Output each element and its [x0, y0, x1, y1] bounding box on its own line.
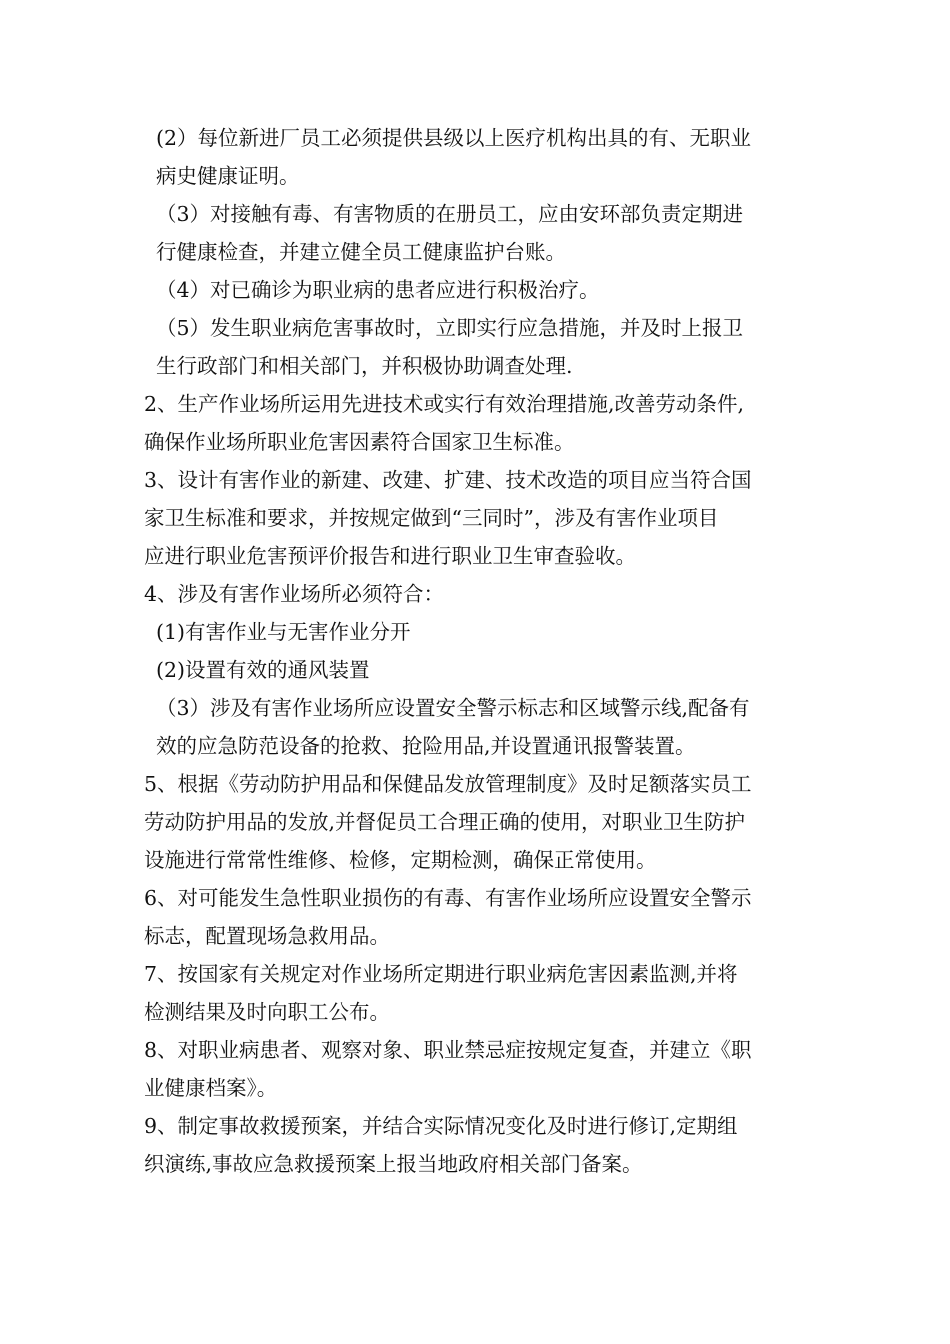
sub-item-paragraph	[144, 651, 812, 689]
paragraph-line: （3）对接触有毒、有害物质的在册员工，应由安环部负责定期进	[156, 202, 744, 226]
numbered-paragraph	[144, 1031, 812, 1107]
numbered-paragraph	[144, 955, 812, 1031]
paragraph-line: (1)有害作业与无害作业分开	[156, 620, 411, 644]
paragraph-line: 效的应急防范设备的抢救、抢险用品,并设置通讯报警装置。	[156, 734, 696, 758]
sub-item-paragraph	[144, 689, 812, 765]
paragraph-line: 7、按国家有关规定对作业场所定期进行职业病危害因素监测,并将	[144, 962, 738, 986]
paragraph-line: 5、根据《劳动防护用品和保健品发放管理制度》及时足额落实员工	[144, 772, 752, 796]
paragraph-line: (2)设置有效的通风装置	[156, 658, 370, 682]
numbered-paragraph	[144, 1107, 812, 1183]
paragraph-line: 应进行职业危害预评价报告和进行职业卫生审查验收。	[144, 544, 636, 568]
paragraph-line: (2）每位新进厂员工必须提供县级以上医疗机构出具的有、无职业	[156, 126, 752, 150]
paragraph-line: 6、对可能发生急性职业损伤的有毒、有害作业场所应设置安全警示	[144, 886, 752, 910]
paragraph-line: 织演练,事故应急救援预案上报当地政府相关部门备案。	[144, 1152, 643, 1176]
paragraph-line: 2、生产作业场所运用先进技术或实行有效治理措施,改善劳动条件,	[144, 392, 745, 416]
paragraph-line: 标志，配置现场急救用品。	[144, 924, 390, 948]
paragraph-line: （5）发生职业病危害事故时，立即实行应急措施，并及时上报卫	[156, 316, 744, 340]
paragraph-line: 劳动防护用品的发放,并督促员工合理正确的使用，对职业卫生防护	[144, 810, 746, 834]
paragraph-line: 业健康档案》。	[144, 1076, 278, 1100]
paragraph-line: 3、设计有害作业的新建、改建、扩建、技术改造的项目应当符合国	[144, 468, 752, 492]
paragraph-line: 行健康检查，并建立健全员工健康监护台账。	[156, 240, 566, 264]
paragraph-line: 生行政部门和相关部门，并积极协助调查处理.	[156, 354, 573, 378]
sub-item-paragraph	[144, 613, 812, 651]
numbered-paragraph	[144, 575, 812, 613]
paragraph-line: 9、制定事故救援预案，并结合实际情况变化及时进行修订,定期组	[144, 1114, 738, 1138]
sub-item-paragraph	[144, 271, 812, 309]
sub-item-paragraph	[144, 309, 812, 385]
sub-item-paragraph	[144, 195, 812, 271]
sub-item-paragraph	[144, 119, 812, 195]
numbered-paragraph	[144, 461, 812, 575]
paragraph-line: 设施进行常常性维修、检修，定期检测，确保正常使用。	[144, 848, 657, 872]
document-body	[144, 119, 812, 1183]
paragraph-line: 病史健康证明。	[156, 164, 300, 188]
numbered-paragraph	[144, 765, 812, 879]
paragraph-line: （4）对已确诊为职业病的患者应进行积极治疗。	[156, 278, 600, 302]
paragraph-line: 检测结果及时向职工公布。	[144, 1000, 390, 1024]
numbered-paragraph	[144, 879, 812, 955]
paragraph-line: 确保作业场所职业危害因素符合国家卫生标准。	[144, 430, 575, 454]
numbered-paragraph	[144, 385, 812, 461]
paragraph-line: （3）涉及有害作业场所应设置安全警示标志和区域警示线,配备有	[156, 696, 750, 720]
paragraph-line: 8、对职业病患者、观察对象、职业禁忌症按规定复查，并建立《职	[144, 1038, 752, 1062]
paragraph-line: 4、涉及有害作业场所必须符合：	[144, 582, 445, 606]
paragraph-line: 家卫生标准和要求，并按规定做到“三同时”，涉及有害作业项目	[144, 506, 719, 530]
